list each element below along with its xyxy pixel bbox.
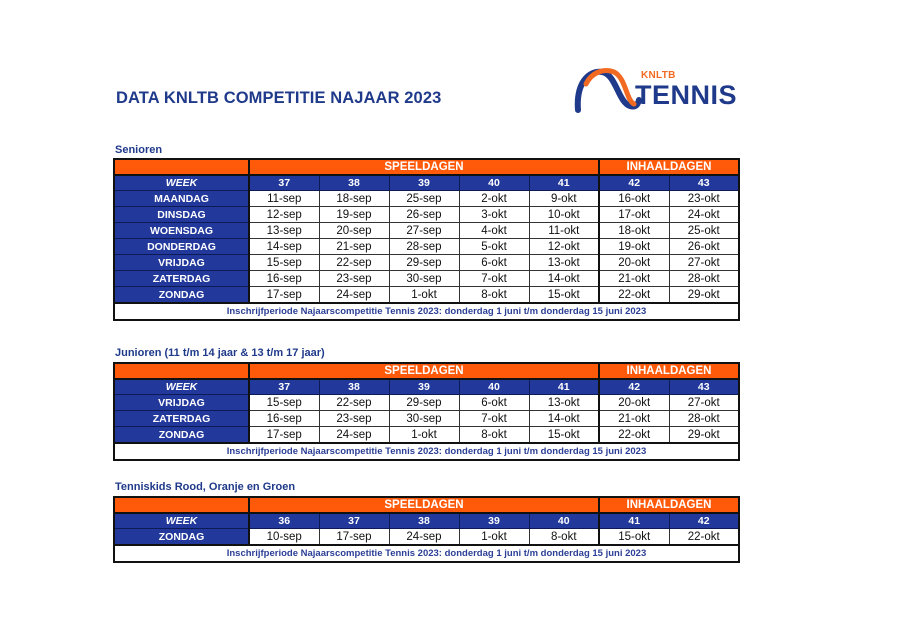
schedule-table-junioren [113, 362, 740, 461]
date-cell: 20-sep [319, 223, 389, 239]
week-label: WEEK [114, 379, 249, 395]
week-number: 40 [459, 175, 529, 191]
day-label: ZONDAG [114, 427, 249, 444]
week-number: 42 [599, 175, 669, 191]
date-cell: 23-sep [319, 411, 389, 427]
date-cell: 29-okt [669, 287, 739, 304]
date-cell: 21-okt [599, 271, 669, 287]
day-label: ZONDAG [114, 287, 249, 304]
day-label: DINSDAG [114, 207, 249, 223]
week-row [114, 175, 739, 191]
date-cell: 25-sep [389, 191, 459, 207]
week-number: 41 [529, 379, 599, 395]
date-cell: 22-sep [319, 255, 389, 271]
header-band-row [114, 363, 739, 379]
date-cell: 22-okt [599, 427, 669, 444]
week-number: 40 [529, 513, 599, 529]
date-cell: 29-sep [389, 395, 459, 411]
date-cell: 7-okt [459, 271, 529, 287]
table-row [114, 239, 739, 255]
date-cell: 28-okt [669, 271, 739, 287]
registration-footer-row [114, 545, 739, 562]
date-cell: 27-okt [669, 255, 739, 271]
registration-period-note: Inschrijfperiode Najaarscompetitie Tennis 2023: donderdag 1 juni t/m donderdag 15 juni 2023 [114, 545, 739, 562]
date-cell: 17-sep [249, 287, 319, 304]
week-number: 41 [599, 513, 669, 529]
date-cell: 23-okt [669, 191, 739, 207]
week-number: 43 [669, 175, 739, 191]
date-cell: 29-sep [389, 255, 459, 271]
date-cell: 9-okt [529, 191, 599, 207]
date-cell: 8-okt [529, 529, 599, 546]
section-label-tenniskids: Tenniskids Rood, Oranje en Groen [115, 481, 296, 493]
registration-period-note: Inschrijfperiode Najaarscompetitie Tennis 2023: donderdag 1 juni t/m donderdag 15 juni 2023 [114, 443, 739, 460]
date-cell: 2-okt [459, 191, 529, 207]
date-cell: 30-sep [389, 271, 459, 287]
week-number: 41 [529, 175, 599, 191]
table-row [114, 207, 739, 223]
week-number: 37 [249, 379, 319, 395]
date-cell: 15-okt [529, 287, 599, 304]
table-row [114, 223, 739, 239]
date-cell: 3-okt [459, 207, 529, 223]
table-row [114, 191, 739, 207]
date-cell: 17-sep [249, 427, 319, 444]
table-row [114, 529, 739, 546]
date-cell: 15-sep [249, 395, 319, 411]
date-cell: 30-sep [389, 411, 459, 427]
date-cell: 18-sep [319, 191, 389, 207]
week-number: 37 [249, 175, 319, 191]
table-row [114, 287, 739, 304]
date-cell: 11-sep [249, 191, 319, 207]
date-cell: 27-okt [669, 395, 739, 411]
date-cell: 21-okt [599, 411, 669, 427]
date-cell: 24-sep [319, 427, 389, 444]
date-cell: 8-okt [459, 287, 529, 304]
day-label: ZATERDAG [114, 271, 249, 287]
date-cell: 24-sep [389, 529, 459, 546]
date-cell: 8-okt [459, 427, 529, 444]
table-row [114, 427, 739, 444]
date-cell: 14-sep [249, 239, 319, 255]
date-cell: 24-sep [319, 287, 389, 304]
date-cell: 12-sep [249, 207, 319, 223]
date-cell: 28-okt [669, 411, 739, 427]
week-label: WEEK [114, 175, 249, 191]
day-label: VRIJDAG [114, 255, 249, 271]
date-cell: 25-okt [669, 223, 739, 239]
week-number: 38 [389, 513, 459, 529]
date-cell: 16-sep [249, 411, 319, 427]
speeldagen-header: SPEELDAGEN [249, 363, 599, 379]
date-cell: 18-okt [599, 223, 669, 239]
schedule-table-tenniskids [113, 496, 740, 563]
week-number: 40 [459, 379, 529, 395]
week-row [114, 379, 739, 395]
date-cell: 7-okt [459, 411, 529, 427]
table-row [114, 395, 739, 411]
date-cell: 26-okt [669, 239, 739, 255]
date-cell: 1-okt [389, 287, 459, 304]
logo-knltb-text: KNLTB [641, 70, 676, 81]
section-label-senioren: Senioren [115, 144, 163, 156]
day-label: MAANDAG [114, 191, 249, 207]
week-number: 37 [319, 513, 389, 529]
date-cell: 14-okt [529, 271, 599, 287]
date-cell: 17-sep [319, 529, 389, 546]
date-cell: 17-okt [599, 207, 669, 223]
date-cell: 1-okt [459, 529, 529, 546]
date-cell: 20-okt [599, 395, 669, 411]
date-cell: 11-okt [529, 223, 599, 239]
week-number: 42 [669, 513, 739, 529]
date-cell: 6-okt [459, 395, 529, 411]
date-cell: 22-okt [669, 529, 739, 546]
day-label: ZATERDAG [114, 411, 249, 427]
day-label: DONDERDAG [114, 239, 249, 255]
date-cell: 20-okt [599, 255, 669, 271]
date-cell: 15-okt [529, 427, 599, 444]
logo-tennis-text: TENNIS [635, 80, 738, 110]
date-cell: 5-okt [459, 239, 529, 255]
date-cell: 13-sep [249, 223, 319, 239]
speeldagen-header: SPEELDAGEN [249, 159, 599, 175]
inhaaldagen-header: INHAALDAGEN [599, 159, 739, 175]
page-title: DATA KNLTB COMPETITIE NAJAAR 2023 [116, 89, 442, 107]
date-cell: 22-sep [319, 395, 389, 411]
date-cell: 14-okt [529, 411, 599, 427]
date-cell: 13-okt [529, 255, 599, 271]
date-cell: 27-sep [389, 223, 459, 239]
week-number: 38 [319, 379, 389, 395]
date-cell: 22-okt [599, 287, 669, 304]
table-row [114, 255, 739, 271]
date-cell: 23-sep [319, 271, 389, 287]
header-band-empty-cell [114, 363, 249, 379]
date-cell: 6-okt [459, 255, 529, 271]
header-band-row [114, 497, 739, 513]
week-number: 39 [389, 379, 459, 395]
week-number: 42 [599, 379, 669, 395]
week-label: WEEK [114, 513, 249, 529]
date-cell: 4-okt [459, 223, 529, 239]
registration-period-note: Inschrijfperiode Najaarscompetitie Tennis 2023: donderdag 1 juni t/m donderdag 15 juni 2023 [114, 303, 739, 320]
date-cell: 10-okt [529, 207, 599, 223]
inhaaldagen-header: INHAALDAGEN [599, 363, 739, 379]
week-number: 39 [389, 175, 459, 191]
header-band-empty-cell [114, 159, 249, 175]
date-cell: 15-sep [249, 255, 319, 271]
schedule-table-senioren [113, 158, 740, 321]
date-cell: 12-okt [529, 239, 599, 255]
date-cell: 13-okt [529, 395, 599, 411]
header-band-empty-cell [114, 497, 249, 513]
registration-footer-row [114, 303, 739, 320]
date-cell: 10-sep [249, 529, 319, 546]
date-cell: 16-okt [599, 191, 669, 207]
date-cell: 26-sep [389, 207, 459, 223]
date-cell: 28-sep [389, 239, 459, 255]
registration-footer-row [114, 443, 739, 460]
week-number: 43 [669, 379, 739, 395]
table-row [114, 411, 739, 427]
date-cell: 24-okt [669, 207, 739, 223]
date-cell: 21-sep [319, 239, 389, 255]
table-row [114, 271, 739, 287]
week-number: 38 [319, 175, 389, 191]
date-cell: 15-okt [599, 529, 669, 546]
week-row [114, 513, 739, 529]
header-band-row [114, 159, 739, 175]
day-label: WOENSDAG [114, 223, 249, 239]
inhaaldagen-header: INHAALDAGEN [599, 497, 739, 513]
date-cell: 19-okt [599, 239, 669, 255]
date-cell: 1-okt [389, 427, 459, 444]
week-number: 39 [459, 513, 529, 529]
date-cell: 19-sep [319, 207, 389, 223]
day-label: VRIJDAG [114, 395, 249, 411]
day-label: ZONDAG [114, 529, 249, 546]
section-label-junioren: Junioren (11 t/m 14 jaar & 13 t/m 17 jaar) [115, 347, 325, 359]
week-number: 36 [249, 513, 319, 529]
speeldagen-header: SPEELDAGEN [249, 497, 599, 513]
date-cell: 16-sep [249, 271, 319, 287]
date-cell: 29-okt [669, 427, 739, 444]
